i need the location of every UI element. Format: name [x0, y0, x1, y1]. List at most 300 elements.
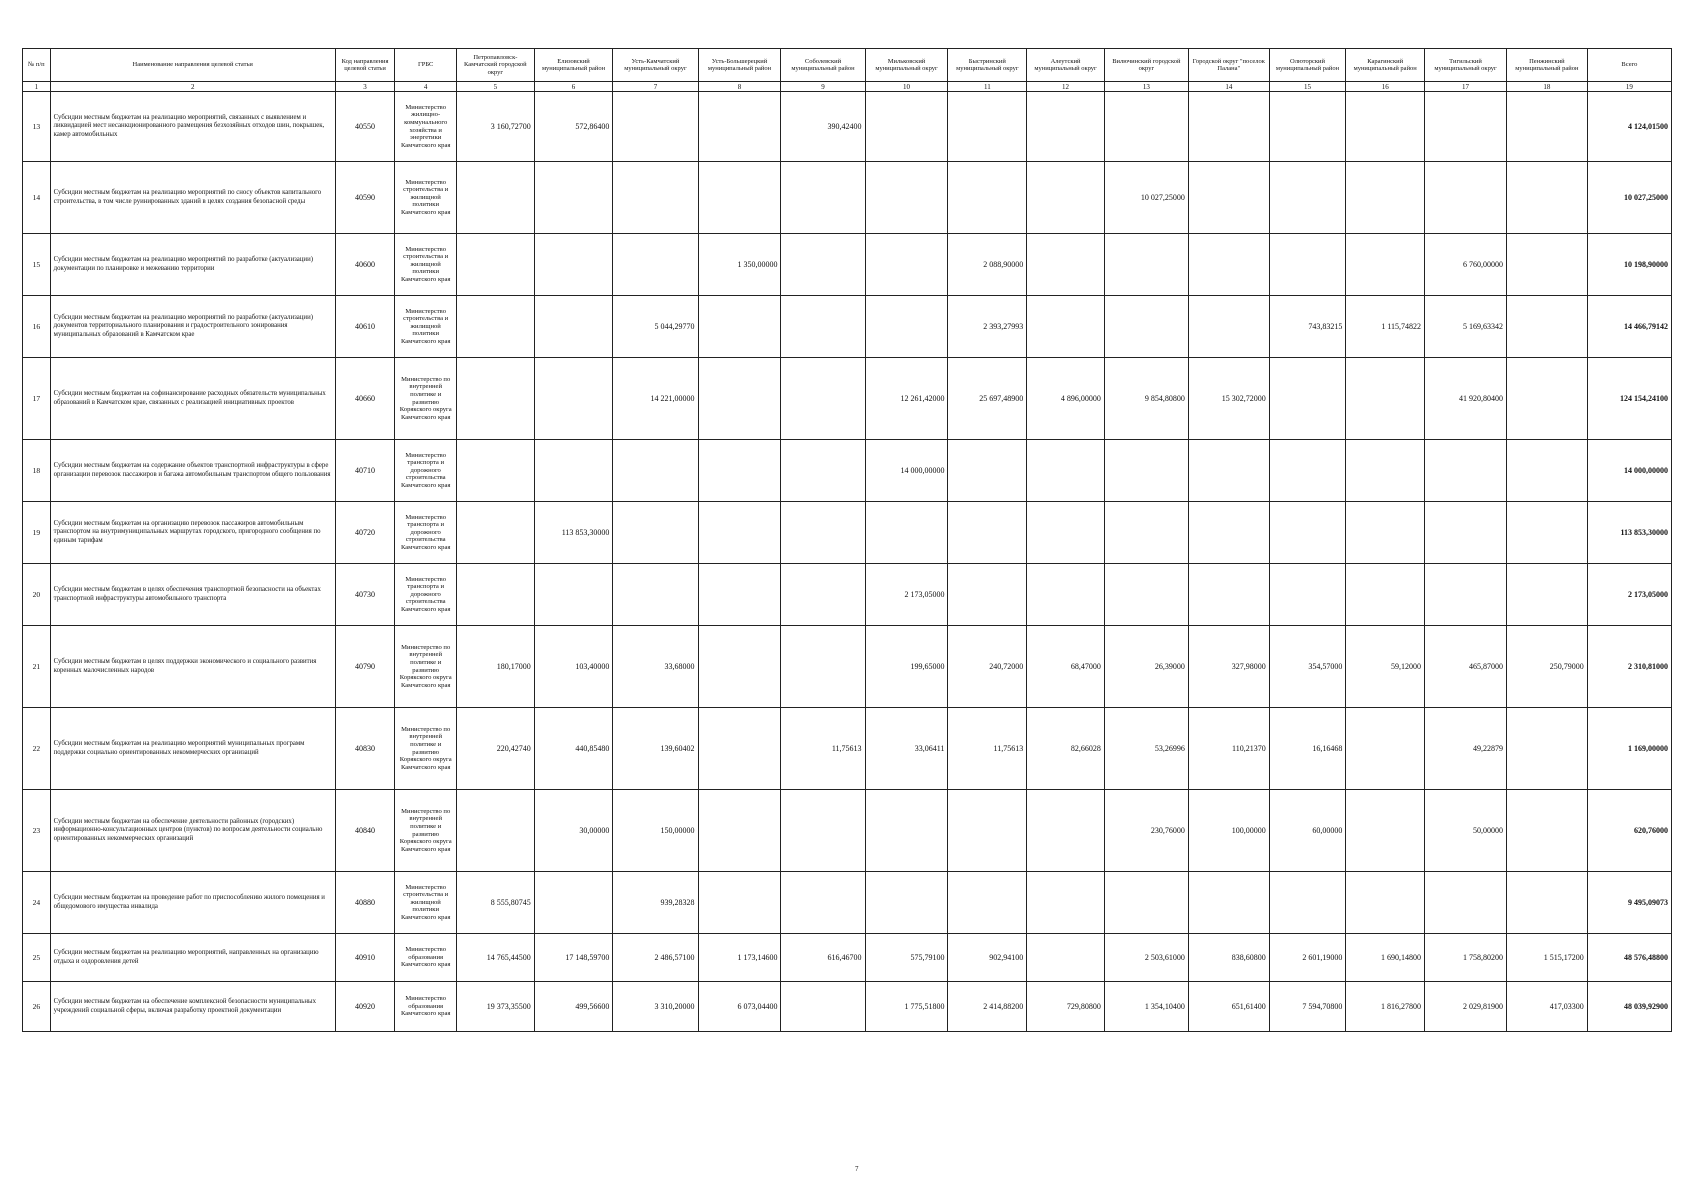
value-cell: 6 073,04400	[698, 982, 781, 1032]
row-name: Субсидии местным бюджетам на содержание объектов транспортной инфраструктуры в сфере организации перевозок пассажиров и багажа автомобильным транспортом общего пользования	[50, 440, 335, 502]
row-index: 21	[23, 626, 51, 708]
value-cell	[1027, 92, 1105, 162]
row-name: Субсидии местным бюджетам на реализацию мероприятий по сносу объектов капитального строительства, в том числе руинированных зданий в целях создания безопасной среды	[50, 162, 335, 234]
value-cell	[534, 872, 613, 934]
value-cell: 8 555,80745	[457, 872, 535, 934]
value-cell: 15 302,72000	[1188, 358, 1269, 440]
value-cell: 2 486,57100	[613, 934, 698, 982]
value-cell: 240,72000	[948, 626, 1027, 708]
value-cell: 902,94100	[948, 934, 1027, 982]
table-row	[23, 296, 1672, 358]
row-grbs: Министерство транспорта и дорожного строительства Камчатского края	[395, 564, 457, 626]
value-cell	[781, 626, 865, 708]
column-number: 1	[23, 82, 51, 92]
value-cell: 1 816,27800	[1346, 982, 1425, 1032]
column-number: 17	[1425, 82, 1507, 92]
row-index: 26	[23, 982, 51, 1032]
value-cell: 2 173,05000	[865, 564, 948, 626]
value-cell	[781, 502, 865, 564]
value-cell: 939,28328	[613, 872, 698, 934]
value-cell	[1346, 358, 1425, 440]
value-cell: 2 601,19000	[1269, 934, 1346, 982]
column-header: Пенжинский муниципальный район	[1506, 49, 1587, 82]
table-body	[23, 92, 1672, 1032]
header-row	[23, 49, 1672, 82]
row-name: Субсидии местным бюджетам на организацию перевозок пассажиров автомобильным транспортом на внутримуниципальных маршрутах городского, пригородного сообщения по единым тарифам	[50, 502, 335, 564]
value-cell	[698, 440, 781, 502]
value-cell	[1425, 92, 1507, 162]
value-cell: 3 160,72700	[457, 92, 535, 162]
value-cell: 465,87000	[1425, 626, 1507, 708]
row-name: Субсидии местным бюджетам на реализацию мероприятий, связанных с выявлением и ликвидацией мест несанкционированного размещения безхозяйных отходов шин, покрышек, камер автомобильных	[50, 92, 335, 162]
value-cell	[1104, 92, 1188, 162]
column-number: 2	[50, 82, 335, 92]
value-cell	[1506, 92, 1587, 162]
value-cell: 743,83215	[1269, 296, 1346, 358]
value-cell	[457, 162, 535, 234]
value-cell	[1506, 790, 1587, 872]
column-number: 11	[948, 82, 1027, 92]
value-cell: 1 354,10400	[1104, 982, 1188, 1032]
value-cell	[457, 790, 535, 872]
row-index: 23	[23, 790, 51, 872]
value-cell: 49,22879	[1425, 708, 1507, 790]
value-cell	[781, 162, 865, 234]
value-cell	[1027, 502, 1105, 564]
value-cell	[613, 564, 698, 626]
value-cell	[1346, 162, 1425, 234]
value-cell	[698, 626, 781, 708]
row-code: 40730	[335, 564, 395, 626]
row-grbs: Министерство строительства и жилищной политики Камчатского края	[395, 296, 457, 358]
column-number: 19	[1587, 82, 1671, 92]
value-cell	[1104, 440, 1188, 502]
value-cell: 1 173,14600	[698, 934, 781, 982]
column-header: Олюторский муниципальный район	[1269, 49, 1346, 82]
row-name: Субсидии местным бюджетам в целях поддержки экономического и социального развития коренных малочисленных народов	[50, 626, 335, 708]
value-cell	[698, 502, 781, 564]
value-cell	[1269, 564, 1346, 626]
value-cell	[865, 296, 948, 358]
value-cell	[1269, 92, 1346, 162]
column-number-row	[23, 82, 1672, 92]
row-index: 24	[23, 872, 51, 934]
table-row	[23, 626, 1672, 708]
column-number: 3	[335, 82, 395, 92]
value-cell	[698, 296, 781, 358]
value-cell: 30,00000	[534, 790, 613, 872]
value-cell	[1425, 440, 1507, 502]
row-index: 18	[23, 440, 51, 502]
value-cell	[948, 502, 1027, 564]
row-grbs: Министерство жилищно-коммунального хозяйства и энергетики Камчатского края	[395, 92, 457, 162]
value-cell	[781, 296, 865, 358]
value-cell	[1346, 234, 1425, 296]
value-cell	[613, 440, 698, 502]
value-cell	[1346, 92, 1425, 162]
value-cell: 19 373,35500	[457, 982, 535, 1032]
value-cell	[534, 564, 613, 626]
value-cell	[613, 162, 698, 234]
value-cell	[1269, 872, 1346, 934]
column-header: Елизовский муниципальный район	[534, 49, 613, 82]
value-cell: 139,60402	[613, 708, 698, 790]
value-cell	[1104, 234, 1188, 296]
row-total: 10 027,25000	[1587, 162, 1671, 234]
value-cell: 16,16468	[1269, 708, 1346, 790]
row-grbs: Министерство образования Камчатского края	[395, 982, 457, 1032]
value-cell	[1269, 234, 1346, 296]
value-cell: 41 920,80400	[1425, 358, 1507, 440]
value-cell: 5 044,29770	[613, 296, 698, 358]
value-cell: 1 690,14800	[1346, 934, 1425, 982]
value-cell	[1027, 790, 1105, 872]
row-code: 40710	[335, 440, 395, 502]
value-cell: 60,00000	[1269, 790, 1346, 872]
value-cell: 50,00000	[1425, 790, 1507, 872]
column-header: Усть-Камчатский муниципальный округ	[613, 49, 698, 82]
column-header: Вилючинский городской округ	[1104, 49, 1188, 82]
value-cell	[1506, 296, 1587, 358]
row-total: 48 576,48800	[1587, 934, 1671, 982]
value-cell	[698, 790, 781, 872]
value-cell	[1425, 162, 1507, 234]
column-number: 14	[1188, 82, 1269, 92]
row-name: Субсидии местным бюджетам на проведение работ по приспособлению жилого помещения и общедомового имущества инвалида	[50, 872, 335, 934]
page-number: 7	[855, 1165, 859, 1173]
row-total: 9 495,09073	[1587, 872, 1671, 934]
value-cell: 53,26996	[1104, 708, 1188, 790]
value-cell	[1425, 564, 1507, 626]
value-cell: 25 697,48900	[948, 358, 1027, 440]
column-number: 7	[613, 82, 698, 92]
value-cell	[865, 502, 948, 564]
column-header: № п/п	[23, 49, 51, 82]
table-row	[23, 92, 1672, 162]
row-total: 14 000,00000	[1587, 440, 1671, 502]
value-cell: 17 148,59700	[534, 934, 613, 982]
row-index: 22	[23, 708, 51, 790]
value-cell	[781, 872, 865, 934]
value-cell: 220,42740	[457, 708, 535, 790]
table-row	[23, 358, 1672, 440]
value-cell: 11,75613	[781, 708, 865, 790]
row-grbs: Министерство транспорта и дорожного строительства Камчатского края	[395, 440, 457, 502]
row-index: 17	[23, 358, 51, 440]
value-cell	[948, 872, 1027, 934]
value-cell: 14 000,00000	[865, 440, 948, 502]
value-cell	[781, 440, 865, 502]
value-cell: 100,00000	[1188, 790, 1269, 872]
value-cell	[1506, 234, 1587, 296]
value-cell: 1 350,00000	[698, 234, 781, 296]
value-cell	[781, 790, 865, 872]
row-index: 16	[23, 296, 51, 358]
column-number: 18	[1506, 82, 1587, 92]
row-name: Субсидии местным бюджетам на обеспечение деятельности районных (городских) информационно-консультационных центров (пунктов) по вопросам деятельности социально ориентированных некоммерческих организаций	[50, 790, 335, 872]
value-cell	[1506, 872, 1587, 934]
value-cell	[1346, 872, 1425, 934]
value-cell	[1104, 296, 1188, 358]
value-cell	[1188, 502, 1269, 564]
column-number: 9	[781, 82, 865, 92]
value-cell: 354,57000	[1269, 626, 1346, 708]
table-row	[23, 982, 1672, 1032]
value-cell: 2 029,81900	[1425, 982, 1507, 1032]
value-cell: 3 310,20000	[613, 982, 698, 1032]
column-number: 4	[395, 82, 457, 92]
value-cell: 572,86400	[534, 92, 613, 162]
table-row	[23, 234, 1672, 296]
table-row	[23, 440, 1672, 502]
value-cell: 5 169,63342	[1425, 296, 1507, 358]
row-total: 2 173,05000	[1587, 564, 1671, 626]
row-total: 14 466,79142	[1587, 296, 1671, 358]
value-cell	[1027, 296, 1105, 358]
column-header: Городской округ "поселок Палана"	[1188, 49, 1269, 82]
value-cell	[1027, 934, 1105, 982]
value-cell: 1 775,51800	[865, 982, 948, 1032]
value-cell: 651,61400	[1188, 982, 1269, 1032]
row-total: 124 154,24100	[1587, 358, 1671, 440]
value-cell	[1188, 162, 1269, 234]
value-cell: 11,75613	[948, 708, 1027, 790]
row-grbs: Министерство строительства и жилищной политики Камчатского края	[395, 162, 457, 234]
value-cell	[698, 872, 781, 934]
row-code: 40590	[335, 162, 395, 234]
column-number: 16	[1346, 82, 1425, 92]
value-cell	[1506, 440, 1587, 502]
value-cell	[698, 564, 781, 626]
row-grbs: Министерство транспорта и дорожного строительства Камчатского края	[395, 502, 457, 564]
column-header: Карагинский муниципальный район	[1346, 49, 1425, 82]
value-cell	[1027, 872, 1105, 934]
value-cell: 150,00000	[613, 790, 698, 872]
table-row	[23, 708, 1672, 790]
column-header: Алеутский муниципальный округ	[1027, 49, 1105, 82]
row-name: Субсидии местным бюджетам на обеспечение комплексной безопасности муниципальных учреждений социальной сферы, включая разработку проектной документации	[50, 982, 335, 1032]
value-cell	[865, 872, 948, 934]
column-number: 12	[1027, 82, 1105, 92]
row-name: Субсидии местным бюджетам на реализацию мероприятий по разработке (актуализации) документации по планировке и межеванию территории	[50, 234, 335, 296]
value-cell	[1346, 440, 1425, 502]
column-header: ГРБС	[395, 49, 457, 82]
value-cell	[1506, 358, 1587, 440]
value-cell: 250,79000	[1506, 626, 1587, 708]
value-cell	[1104, 872, 1188, 934]
value-cell	[613, 502, 698, 564]
value-cell	[1506, 502, 1587, 564]
row-code: 40550	[335, 92, 395, 162]
row-index: 14	[23, 162, 51, 234]
value-cell	[1506, 564, 1587, 626]
row-code: 40600	[335, 234, 395, 296]
value-cell: 33,68000	[613, 626, 698, 708]
value-cell	[1104, 564, 1188, 626]
row-code: 40910	[335, 934, 395, 982]
row-grbs: Министерство образования Камчатского края	[395, 934, 457, 982]
value-cell: 14 221,00000	[613, 358, 698, 440]
value-cell	[865, 790, 948, 872]
column-number: 5	[457, 82, 535, 92]
row-code: 40830	[335, 708, 395, 790]
value-cell: 1 515,17200	[1506, 934, 1587, 982]
value-cell: 2 088,90000	[948, 234, 1027, 296]
value-cell: 33,06411	[865, 708, 948, 790]
value-cell: 616,46700	[781, 934, 865, 982]
value-cell: 230,76000	[1104, 790, 1188, 872]
value-cell	[1269, 502, 1346, 564]
value-cell	[613, 92, 698, 162]
value-cell	[865, 92, 948, 162]
value-cell: 729,80800	[1027, 982, 1105, 1032]
row-code: 40920	[335, 982, 395, 1032]
value-cell	[534, 440, 613, 502]
value-cell: 838,60800	[1188, 934, 1269, 982]
column-header: Тигильский муниципальный округ	[1425, 49, 1507, 82]
value-cell	[1188, 872, 1269, 934]
value-cell	[534, 296, 613, 358]
value-cell	[1188, 92, 1269, 162]
value-cell: 26,39000	[1104, 626, 1188, 708]
budget-table	[22, 48, 1672, 1032]
value-cell	[1269, 358, 1346, 440]
value-cell: 2 393,27993	[948, 296, 1027, 358]
value-cell: 82,66028	[1027, 708, 1105, 790]
value-cell	[1506, 162, 1587, 234]
value-cell	[457, 564, 535, 626]
row-name: Субсидии местным бюджетам на реализацию мероприятий муниципальных программ поддержки социально ориентированных некоммерческих организаций	[50, 708, 335, 790]
value-cell	[534, 234, 613, 296]
row-code: 40720	[335, 502, 395, 564]
value-cell: 9 854,80800	[1104, 358, 1188, 440]
row-code: 40660	[335, 358, 395, 440]
value-cell: 10 027,25000	[1104, 162, 1188, 234]
value-cell	[457, 440, 535, 502]
value-cell	[948, 440, 1027, 502]
value-cell: 499,56600	[534, 982, 613, 1032]
column-header: Быстринский муниципальный округ	[948, 49, 1027, 82]
row-total: 10 198,90000	[1587, 234, 1671, 296]
value-cell	[457, 358, 535, 440]
table-row	[23, 502, 1672, 564]
value-cell	[1027, 564, 1105, 626]
value-cell	[781, 982, 865, 1032]
value-cell	[781, 358, 865, 440]
row-total: 620,76000	[1587, 790, 1671, 872]
value-cell	[457, 234, 535, 296]
budget-table-sheet	[22, 48, 1672, 1032]
row-grbs: Министерство по внутренней политике и развитию Корякского округа Камчатского края	[395, 708, 457, 790]
value-cell: 4 896,00000	[1027, 358, 1105, 440]
table-row	[23, 872, 1672, 934]
value-cell	[948, 92, 1027, 162]
value-cell	[613, 234, 698, 296]
row-name: Субсидии местным бюджетам на софинансирование расходных обязательств муниципальных образований в Камчатском крае, связанных с реализацией инициативных проектов	[50, 358, 335, 440]
row-grbs: Министерство по внутренней политике и развитию Корякского округа Камчатского края	[395, 358, 457, 440]
row-code: 40840	[335, 790, 395, 872]
row-index: 20	[23, 564, 51, 626]
value-cell: 110,21370	[1188, 708, 1269, 790]
table-row	[23, 790, 1672, 872]
column-number: 10	[865, 82, 948, 92]
value-cell: 14 765,44500	[457, 934, 535, 982]
row-total: 48 039,92900	[1587, 982, 1671, 1032]
table-row	[23, 564, 1672, 626]
column-header: Усть-Большерецкий муниципальный район	[698, 49, 781, 82]
value-cell	[698, 162, 781, 234]
value-cell	[1027, 162, 1105, 234]
row-grbs: Министерство строительства и жилищной политики Камчатского края	[395, 234, 457, 296]
value-cell: 390,42400	[781, 92, 865, 162]
value-cell	[1188, 564, 1269, 626]
row-grbs: Министерство по внутренней политике и развитию Корякского округа Камчатского края	[395, 790, 457, 872]
value-cell	[781, 234, 865, 296]
value-cell	[1269, 440, 1346, 502]
value-cell	[457, 296, 535, 358]
value-cell: 180,17000	[457, 626, 535, 708]
value-cell: 7 594,70800	[1269, 982, 1346, 1032]
value-cell	[1104, 502, 1188, 564]
value-cell	[698, 358, 781, 440]
row-index: 25	[23, 934, 51, 982]
value-cell: 2 414,88200	[948, 982, 1027, 1032]
value-cell: 68,47000	[1027, 626, 1105, 708]
value-cell	[1188, 440, 1269, 502]
value-cell: 199,65000	[865, 626, 948, 708]
row-total: 113 853,30000	[1587, 502, 1671, 564]
column-header: Соболевский муниципальный район	[781, 49, 865, 82]
row-index: 13	[23, 92, 51, 162]
value-cell: 417,03300	[1506, 982, 1587, 1032]
row-grbs: Министерство по внутренней политике и развитию Корякского округа Камчатского края	[395, 626, 457, 708]
row-total: 2 310,81000	[1587, 626, 1671, 708]
table-row	[23, 934, 1672, 982]
value-cell	[781, 564, 865, 626]
row-name: Субсидии местным бюджетам в целях обеспечения транспортной безопасности на объектах транспортной инфраструктуры автомобильного транспорта	[50, 564, 335, 626]
value-cell: 440,85480	[534, 708, 613, 790]
value-cell: 59,12000	[1346, 626, 1425, 708]
value-cell: 12 261,42000	[865, 358, 948, 440]
value-cell	[1027, 234, 1105, 296]
value-cell: 6 760,00000	[1425, 234, 1507, 296]
value-cell	[457, 502, 535, 564]
value-cell	[698, 708, 781, 790]
row-name: Субсидии местным бюджетам на реализацию мероприятий, направленных на организацию отдыха и оздоровления детей	[50, 934, 335, 982]
row-index: 19	[23, 502, 51, 564]
value-cell: 2 503,61000	[1104, 934, 1188, 982]
value-cell	[1346, 564, 1425, 626]
table-row	[23, 162, 1672, 234]
value-cell	[1425, 872, 1507, 934]
value-cell	[1346, 708, 1425, 790]
value-cell	[948, 564, 1027, 626]
column-number: 6	[534, 82, 613, 92]
column-number: 13	[1104, 82, 1188, 92]
column-header: Петропавловск-Камчатский городской округ	[457, 49, 535, 82]
value-cell	[1506, 708, 1587, 790]
value-cell: 1 758,80200	[1425, 934, 1507, 982]
row-total: 4 124,01500	[1587, 92, 1671, 162]
column-header: Код направления целевой статьи	[335, 49, 395, 82]
value-cell	[1346, 502, 1425, 564]
value-cell: 327,98000	[1188, 626, 1269, 708]
row-code: 40790	[335, 626, 395, 708]
column-header: Всего	[1587, 49, 1671, 82]
value-cell	[1188, 234, 1269, 296]
value-cell	[1188, 296, 1269, 358]
value-cell	[534, 162, 613, 234]
